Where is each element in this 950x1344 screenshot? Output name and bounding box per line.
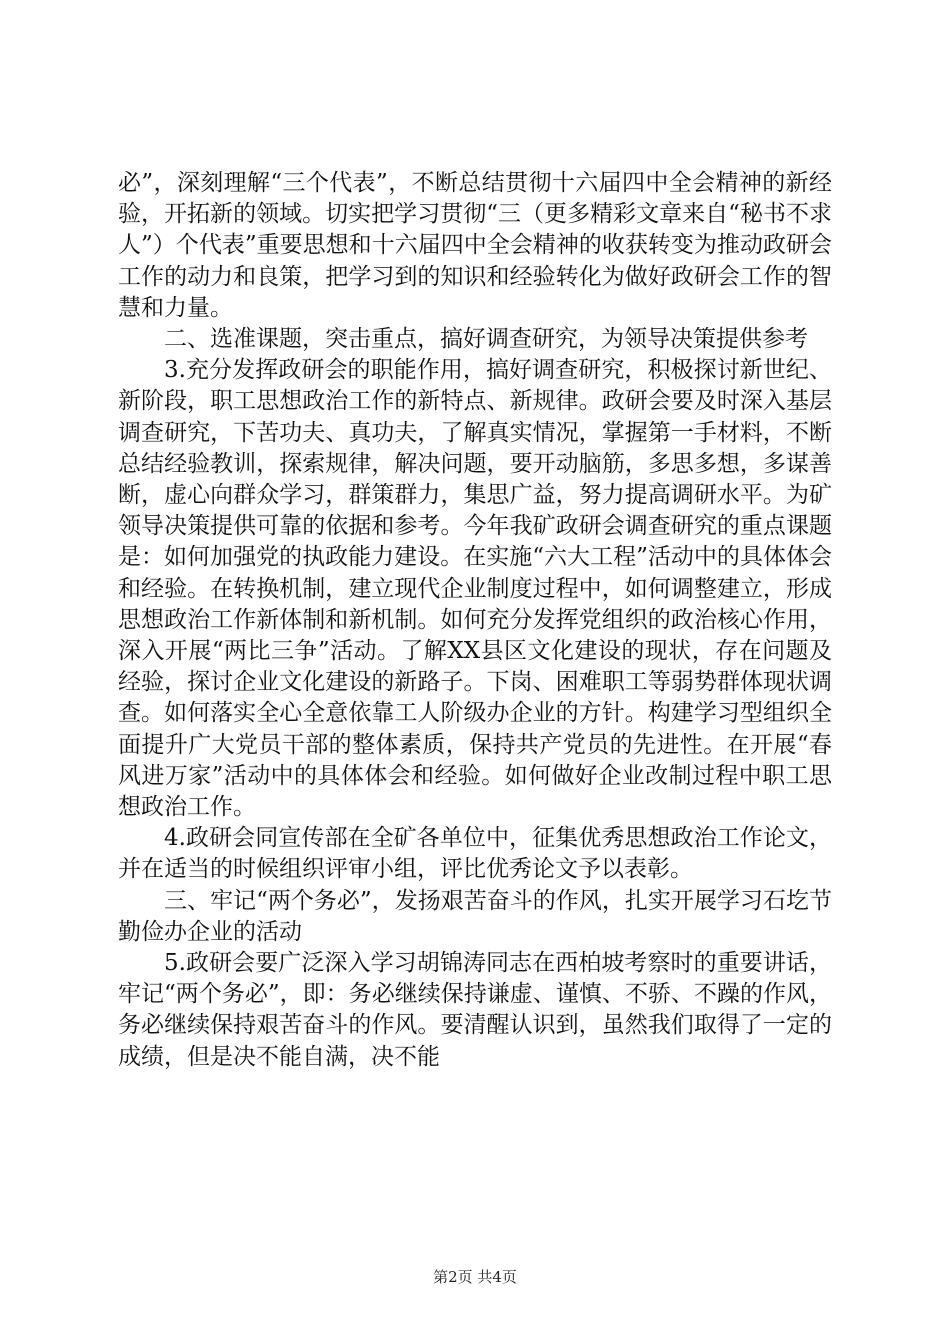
- section-heading-3: 三、牢记“两个务必”，发扬艰苦奋斗的作风，扎实开展学习石圪节勤俭办企业的活动: [118, 887, 832, 945]
- document-body: [118, 168, 832, 1073]
- paragraph-continuation: 必”，深刻理解“三个代表”，不断总结贯彻十六届四中全会精神的新经验，开拓新的领域。切实把学习贯彻“三（更多精彩文章来自“秘书不求人”）个代表”重要思想和十六届四中全会精神的收获转变为推动政研会工作的动力和良策，把学习到的知识和经验转化为做好政研会工作的智慧和力量。: [118, 170, 832, 321]
- section-heading-2: 二、选准课题，突击重点，搞好调查研究，为领导决策提供参考: [164, 326, 808, 353]
- paragraph-item-4: 4.政研会同宣传部在全矿各单位中，征集优秀思想政治工作论文，并在适当的时候组织评审小组，评比优秀论文予以表彰。: [118, 825, 832, 883]
- page-footer: 第2页 共4页: [433, 1268, 517, 1286]
- paragraph-item-5: 5.政研会要广泛深入学习胡锦涛同志在西柏坡考察时的重要讲话，牢记“两个务必”，即：务必继续保持谦虚、谨慎、不骄、不躁的作风，务必继续保持艰苦奋斗的作风。要清醒认识到，虽然我们取得了一定的成绩，但是决不能自满，决不能: [118, 950, 832, 1070]
- paragraph-item-3: 3.充分发挥政研会的职能作用，搞好调查研究，积极探讨新世纪、新阶段，职工思想政治工作的新特点、新规律。政研会要及时深入基层调查研究，下苦功夫、真功夫，了解真实情况，掌握第一手材料，不断总结经验教训，探索规律，解决问题，要开动脑筋，多思多想，多谋善断，虚心向群众学习，群策群力，集思广益，努力提高调研水平。为矿领导决策提供可靠的依据和参考。今年我矿政研会调查研究的重点课题是：如何加强党的执政能力建设。在实施“六大工程”活动中的具体体会和经验。在转换机制，建立现代企业制度过程中，如何调整建立，形成思想政治工作新体制和新机制。如何充分发挥党组织的政治核心作用，深入开展“两比三争”活动。了解XX县区文化建设的现状，存在问题及经验，探讨企业文化建设的新路子。下岗、困难职工等弱势群体现状调查。如何落实全心全意依靠工人阶级办企业的方针。构建学习型组织全面提升广大党员干部的整体素质，保持共产党员的先进性。在开展“春风进万家”活动中的具体体会和经验。如何做好企业改制过程中职工思想政治工作。: [118, 357, 832, 821]
